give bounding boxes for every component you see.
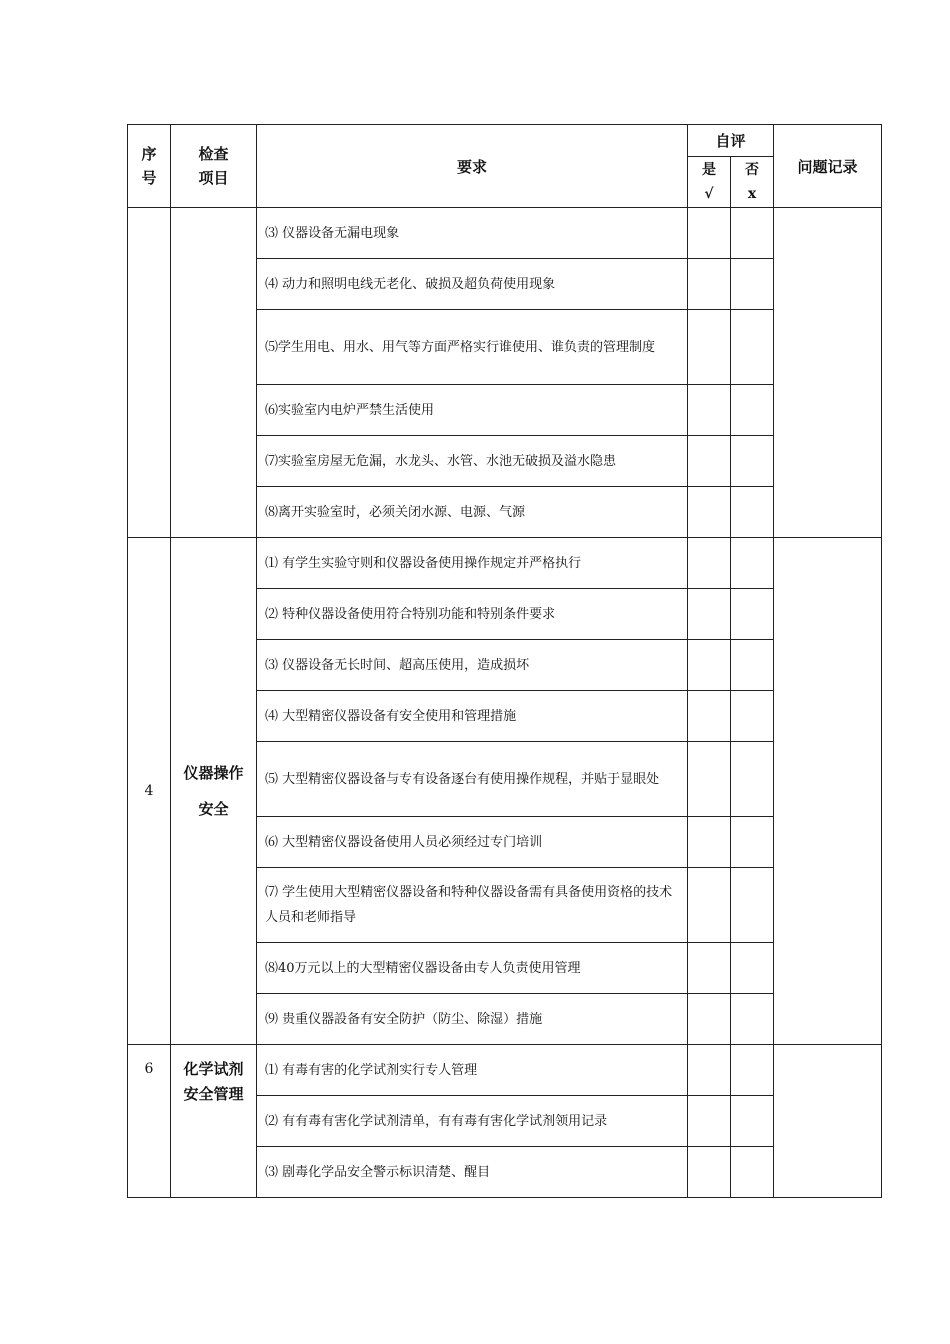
yes-checkbox-cell[interactable] — [688, 868, 731, 943]
yes-checkbox-cell[interactable] — [688, 994, 731, 1045]
requirement-cell: ⑻40万元以上的大型精密仪器设备由专人负责使用管理 — [257, 943, 688, 994]
yes-checkbox-cell[interactable] — [688, 640, 731, 691]
no-checkbox-cell[interactable] — [731, 943, 774, 994]
yes-checkbox-cell[interactable] — [688, 742, 731, 817]
yes-checkbox-cell[interactable] — [688, 1096, 731, 1147]
requirement-cell: ⑷ 大型精密仪器设备有安全使用和管理措施 — [257, 691, 688, 742]
requirement-cell: ⑴ 有毒有害的化学试剂实行专人管理 — [257, 1045, 688, 1096]
yes-checkbox-cell[interactable] — [688, 1045, 731, 1096]
no-checkbox-cell[interactable] — [731, 487, 774, 538]
no-checkbox-cell[interactable] — [731, 310, 774, 385]
section-number: 4 — [128, 538, 171, 1045]
table-row — [128, 538, 882, 589]
requirement-cell: ⑶ 仪器设备无长时间、超高压使用，造成损坏 — [257, 640, 688, 691]
yes-checkbox-cell[interactable] — [688, 208, 731, 259]
yes-checkbox-cell[interactable] — [688, 259, 731, 310]
inspection-table-page — [127, 124, 881, 1198]
header-item: 检查项目 — [171, 125, 257, 208]
notes-cell[interactable] — [774, 538, 882, 1045]
inspection-table — [127, 124, 882, 1198]
notes-cell[interactable] — [774, 208, 882, 538]
requirement-cell: ⑵ 特种仪器设备使用符合特别功能和特别条件要求 — [257, 589, 688, 640]
section-item: 仪器操作安全 — [171, 538, 257, 1045]
no-checkbox-cell[interactable] — [731, 868, 774, 943]
section-item — [171, 208, 257, 538]
requirement-cell: ⑸ 大型精密仪器设备与专有设备逐台有使用操作规程，并贴于显眼处 — [257, 742, 688, 817]
requirement-cell: ⑴ 有学生实验守则和仪器设备使用操作规定并严格执行 — [257, 538, 688, 589]
yes-checkbox-cell[interactable] — [688, 817, 731, 868]
requirement-cell: ⑼ 贵重仪器設备有安全防护（防尘、除湿）措施 — [257, 994, 688, 1045]
table-row — [128, 1045, 882, 1096]
no-checkbox-cell[interactable] — [731, 742, 774, 817]
header-yes — [688, 157, 731, 208]
requirement-cell: ⑹ 大型精密仪器设备使用人员必须经过专门培训 — [257, 817, 688, 868]
yes-checkbox-cell[interactable] — [688, 436, 731, 487]
yes-checkbox-cell[interactable] — [688, 538, 731, 589]
yes-checkbox-cell[interactable] — [688, 691, 731, 742]
header-yes-mark: √ — [704, 186, 714, 202]
yes-checkbox-cell[interactable] — [688, 385, 731, 436]
header-no-label: 否 — [745, 162, 759, 178]
requirement-cell: ⑺实验室房屋无危漏，水龙头、水管、水池无破损及溢水隐患 — [257, 436, 688, 487]
no-checkbox-cell[interactable] — [731, 817, 774, 868]
no-checkbox-cell[interactable] — [731, 589, 774, 640]
header-notes: 问题记录 — [774, 125, 882, 208]
requirement-cell: ⑶ 仪器设备无漏电现象 — [257, 208, 688, 259]
no-checkbox-cell[interactable] — [731, 691, 774, 742]
table-row — [128, 208, 882, 259]
yes-checkbox-cell[interactable] — [688, 943, 731, 994]
section-number — [128, 208, 171, 538]
no-checkbox-cell[interactable] — [731, 1045, 774, 1096]
requirement-cell: ⑷ 动力和照明电线无老化、破损及超负荷使用现象 — [257, 259, 688, 310]
requirement-cell: ⑻离开实验室时，必须关闭水源、电源、气源 — [257, 487, 688, 538]
no-checkbox-cell[interactable] — [731, 208, 774, 259]
no-checkbox-cell[interactable] — [731, 385, 774, 436]
yes-checkbox-cell[interactable] — [688, 310, 731, 385]
header-no — [731, 157, 774, 208]
requirement-cell: ⑵ 有有毒有害化学试剂清单，有有毒有害化学试剂领用记录 — [257, 1096, 688, 1147]
header-requirement: 要求 — [257, 125, 688, 208]
no-checkbox-cell[interactable] — [731, 1147, 774, 1198]
no-checkbox-cell[interactable] — [731, 259, 774, 310]
requirement-cell: ⑺ 学生使用大型精密仪器设备和特种仪器设备需有具备使用资格的技术人员和老师指导 — [257, 868, 688, 943]
yes-checkbox-cell[interactable] — [688, 487, 731, 538]
section-number: 6 — [128, 1045, 171, 1198]
requirement-cell: ⑸学生用电、用水、用气等方面严格实行谁使用、谁负责的管理制度 — [257, 310, 688, 385]
header-seq: 序号 — [128, 125, 171, 208]
yes-checkbox-cell[interactable] — [688, 589, 731, 640]
no-checkbox-cell[interactable] — [731, 640, 774, 691]
no-checkbox-cell[interactable] — [731, 994, 774, 1045]
requirement-cell: ⑹实验室内电炉严禁生活使用 — [257, 385, 688, 436]
requirement-cell: ⑶ 剧毒化学品安全警示标识清楚、醒目 — [257, 1147, 688, 1198]
header-self-eval: 自评 — [688, 125, 774, 157]
notes-cell[interactable] — [774, 1045, 882, 1198]
no-checkbox-cell[interactable] — [731, 436, 774, 487]
no-checkbox-cell[interactable] — [731, 1096, 774, 1147]
yes-checkbox-cell[interactable] — [688, 1147, 731, 1198]
section-item: 化学试剂安全管理 — [171, 1045, 257, 1198]
header-no-mark: x — [747, 186, 757, 202]
no-checkbox-cell[interactable] — [731, 538, 774, 589]
header-yes-label: 是 — [702, 162, 716, 178]
